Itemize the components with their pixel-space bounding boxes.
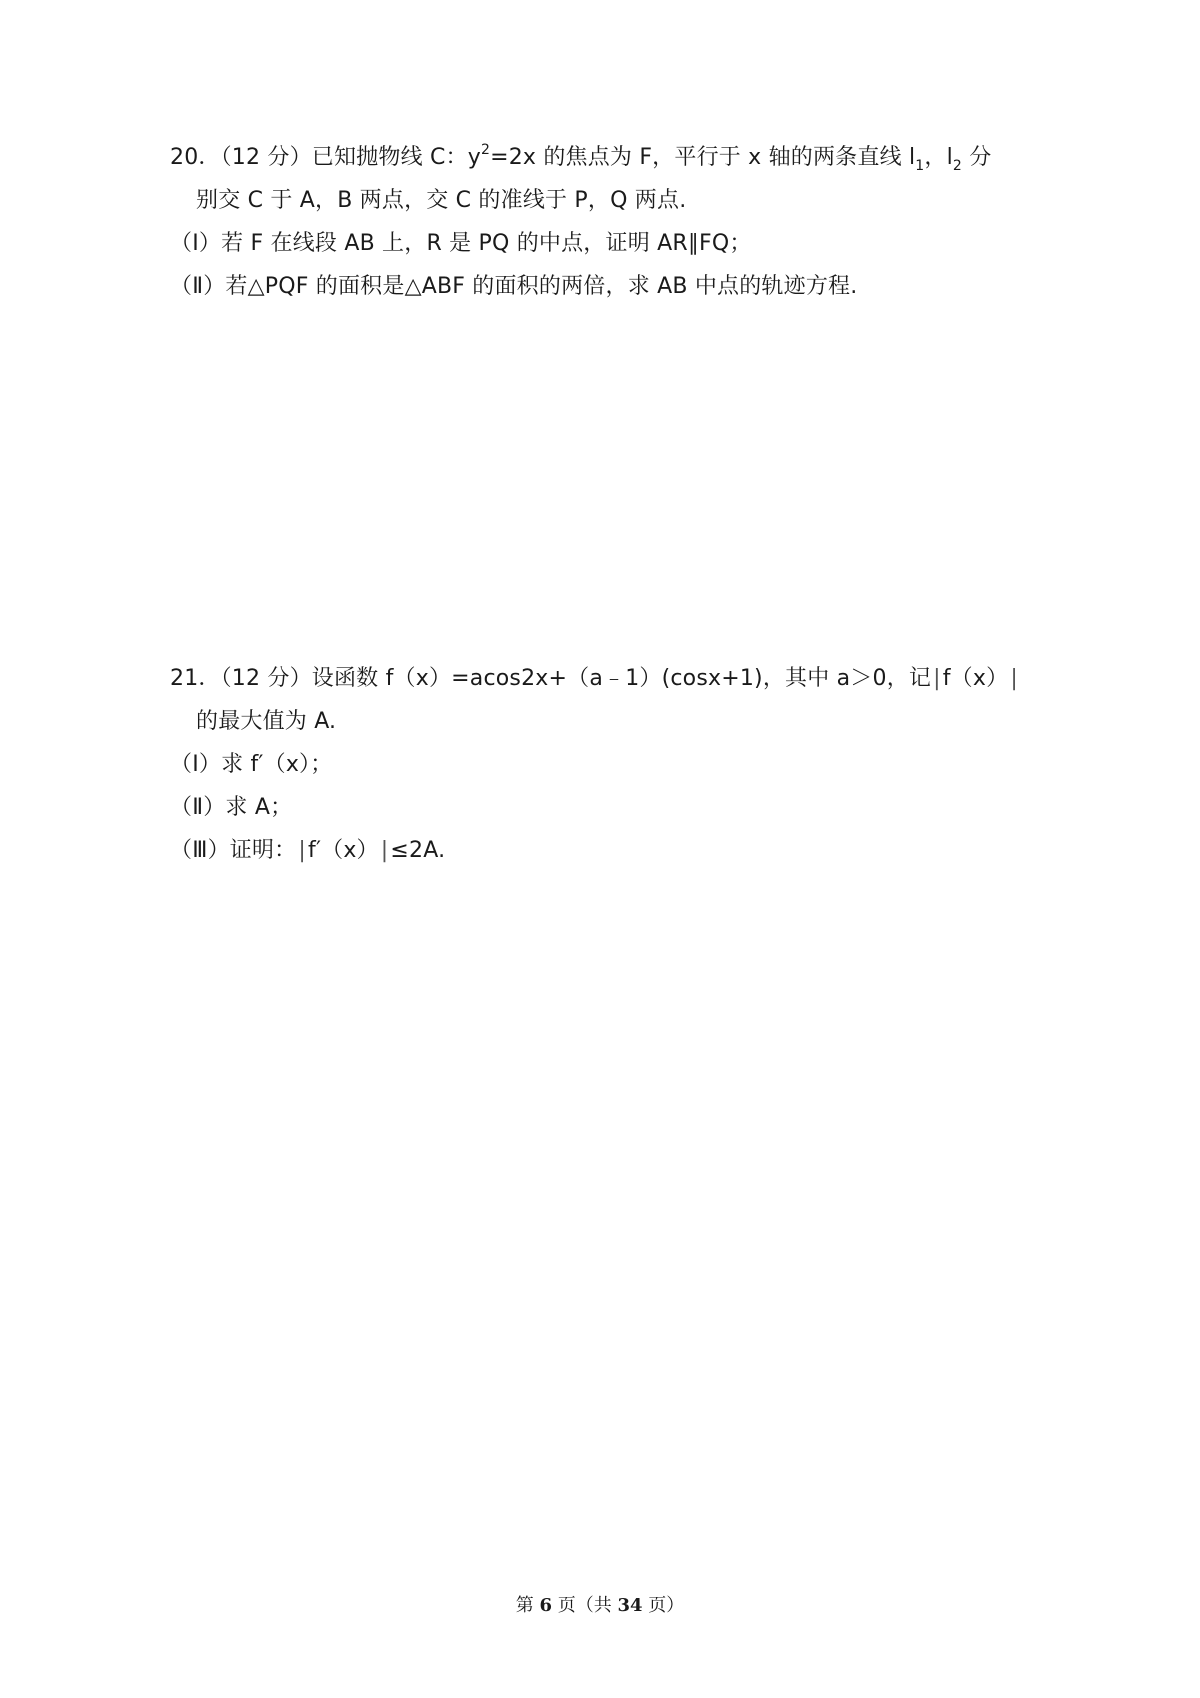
q20-line1-suffix: 分 bbox=[962, 145, 992, 170]
footer-page-number: 6 bbox=[539, 1595, 552, 1616]
q21-part3-prefix: （Ⅲ）证明： bbox=[170, 838, 297, 863]
footer-mid: 页（共 bbox=[552, 1595, 618, 1616]
footer-post: 页） bbox=[642, 1595, 685, 1616]
q21-abs-content: f（x） bbox=[942, 666, 1009, 691]
q20-superscript: 2 bbox=[480, 142, 491, 158]
footer-total-pages: 34 bbox=[617, 1595, 643, 1616]
q20-subscript-2: 2 bbox=[952, 158, 963, 174]
abs-bar-close: | bbox=[1010, 666, 1018, 691]
q21-part3 bbox=[170, 836, 445, 866]
abs-bar-open: | bbox=[933, 666, 941, 691]
q21-line2: 的最大值为 A. bbox=[196, 709, 337, 734]
q20-line1-prefix: 20．（12 分）已知抛物线 C：y bbox=[170, 145, 481, 170]
q21-part1: （Ⅰ）求 f′（x）； bbox=[170, 752, 333, 777]
q20-part1: （Ⅰ）若 F 在线段 AB 上，R 是 PQ 的中点，证明 AR∥FQ； bbox=[170, 231, 752, 256]
q21-line1 bbox=[170, 664, 1020, 694]
q20-line1-mid: =2x 的焦点为 F，平行于 x 轴的两条直线 l bbox=[490, 145, 916, 170]
q21-part2: （Ⅱ）求 A； bbox=[170, 795, 293, 820]
footer-pre: 第 bbox=[515, 1595, 540, 1616]
abs-bar-close: | bbox=[380, 838, 389, 863]
q20-line2: 别交 C 于 A，B 两点，交 C 的准线于 P，Q 两点. bbox=[196, 188, 687, 213]
q20-subscript-1: 1 bbox=[915, 158, 925, 174]
q20-line1 bbox=[170, 143, 991, 175]
q20-part2: （Ⅱ）若△PQF 的面积是△ABF 的面积的两倍，求 AB 中点的轨迹方程. bbox=[170, 274, 858, 299]
q21-part3-suffix: ≤2A. bbox=[390, 838, 446, 863]
q20-line1-mid2: ，l bbox=[924, 145, 953, 170]
page-footer bbox=[0, 1594, 1200, 1618]
q21-part3-abs-content: f′（x） bbox=[308, 838, 379, 863]
abs-bar-open: | bbox=[298, 838, 306, 863]
q21-line1-prefix: 21．（12 分）设函数 f（x）=acos2x+（a﹣1）(cosx+1)，其中 a＞0，记 bbox=[170, 666, 932, 691]
